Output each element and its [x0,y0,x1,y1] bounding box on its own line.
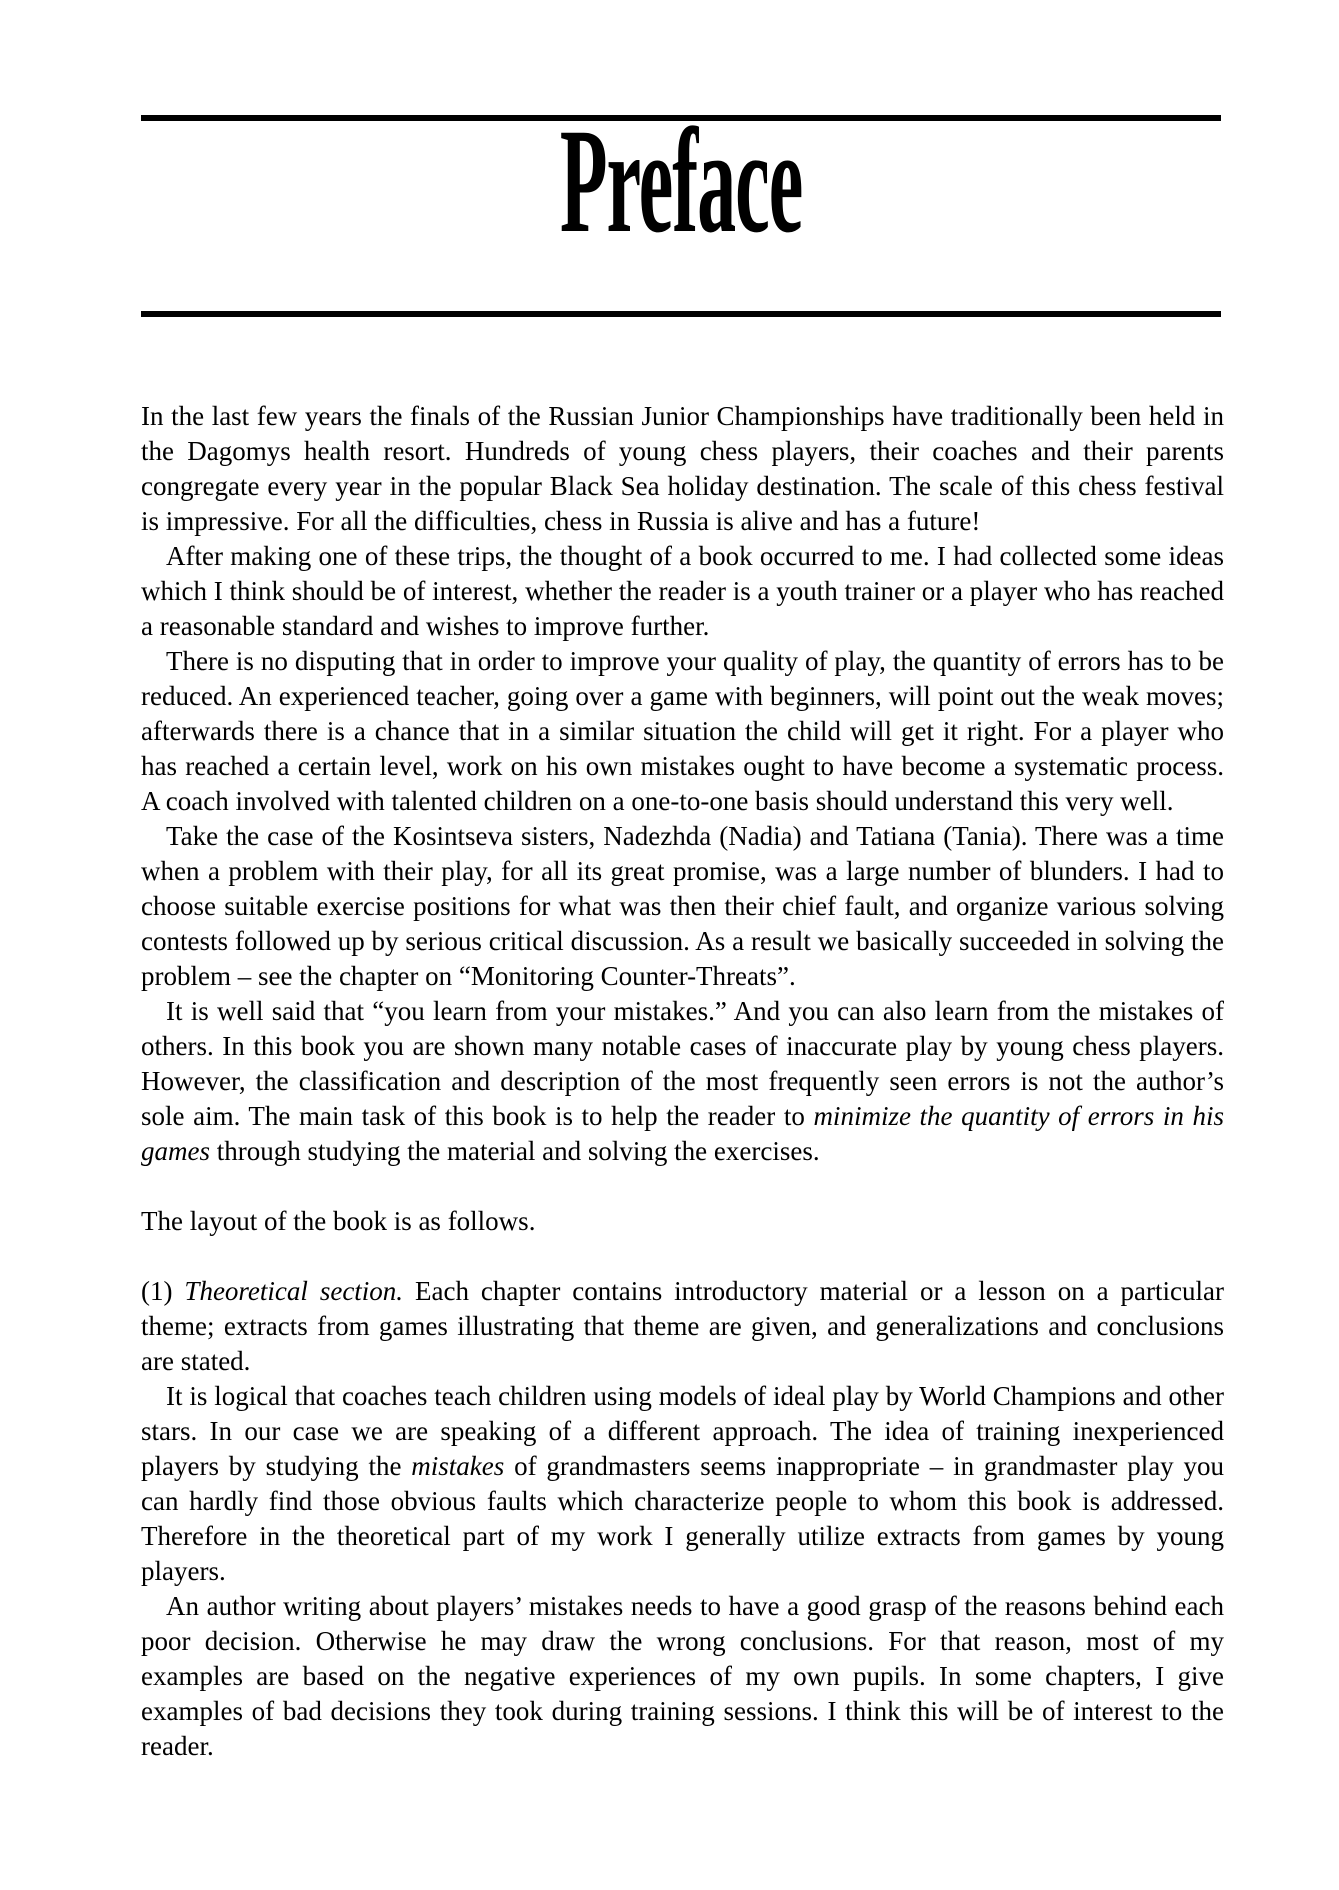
paragraph [141,644,1224,819]
paragraph [141,1204,1224,1239]
text-run: After making one of these trips, the thought of a book occurred to me. I had collected some ideas which I think should be of interest, whether the reader is a youth trainer or a player who has reached a reasonable standard and wishes to improve further. [141,541,1224,641]
text-run: The layout of the book is as follows. [141,1206,536,1236]
text-run: In the last few years the finals of the Russian Junior Championships have traditionally been held in the Dagomys health resort. Hundreds of young chess players, their coaches and their parents congregate every year in the popular Black Sea holiday destination. The scale of this chess festival is impressive. For all the difficulties, chess in Russia is alive and has a future! [141,401,1224,536]
text-run: Each chapter contains introductory material or a lesson on a particular theme; extracts from games illustrating that theme are given, and generalizations and conclusions are stated. [141,1276,1224,1376]
page-title [141,98,1221,264]
italic-run: minimize the quantity of errors in his games [141,1101,1224,1166]
preface-body [141,399,1224,1764]
text-run: There is no disputing that in order to improve your quality of play, the quantity of errors has to be reduced. An experienced teacher, going over a game with beginners, will point out the weak moves; afterwards there is a chance that in a similar situation the child will get it right. For a player who has reached a certain level, work on his own mistakes ought to have become a systematic process. A coach involved with talented children on a one-to-one basis should understand this very well. [141,646,1224,816]
text-run: of grandmasters seems inappropriate – in grandmaster play you can hardly find those obvious faults which characterize people to whom this book is addressed. Therefore in the theoretical part of my work I generally utilize extracts from games by young players. [141,1451,1225,1586]
italic-run: Theoretical section. [184,1276,404,1306]
text-run: It is logical that coaches teach children using models of ideal play by World Champions and other stars. In our case we are speaking of a different approach. The idea of training inexperienced players by studying the [141,1381,1224,1481]
paragraph [141,1379,1224,1589]
paragraph [141,994,1224,1169]
title-rule-bottom [141,311,1221,317]
paragraph [141,1274,1224,1379]
paragraph [141,539,1224,644]
italic-run: mistakes [411,1451,505,1481]
paragraph [141,399,1224,539]
text-run: through studying the material and solving the exercises. [210,1136,820,1166]
text-run: (1) [141,1276,185,1306]
page-title-text: Preface [559,98,803,264]
text-run: Take the case of the Kosintseva sisters, Nadezhda (Nadia) and Tatiana (Tania). There was a time when a problem with their play, for all its great promise, was a large number of blunders. I had to choose suitable exercise positions for what was then their chief fault, and organize various solving contests followed up by serious critical discussion. As a result we basically succeeded in solving the problem – see the chapter on “Monitoring Counter-Threats”. [141,821,1224,991]
text-run: It is well said that “you learn from your mistakes.” And you can also learn from the mistakes of others. In this book you are shown many notable cases of inaccurate play by young chess players. However, the classification and description of the most frequently seen errors is not the author’s sole aim. The main task of this book is to help the reader to [141,996,1224,1131]
paragraph [141,819,1224,994]
paragraph [141,1589,1224,1764]
text-run: An author writing about players’ mistakes needs to have a good grasp of the reasons behind each poor decision. Otherwise he may draw the wrong conclusions. For that reason, most of my examples are based on the negative experiences of my own pupils. In some chapters, I give examples of bad decisions they took during training sessions. I think this will be of interest to the reader. [141,1591,1224,1761]
